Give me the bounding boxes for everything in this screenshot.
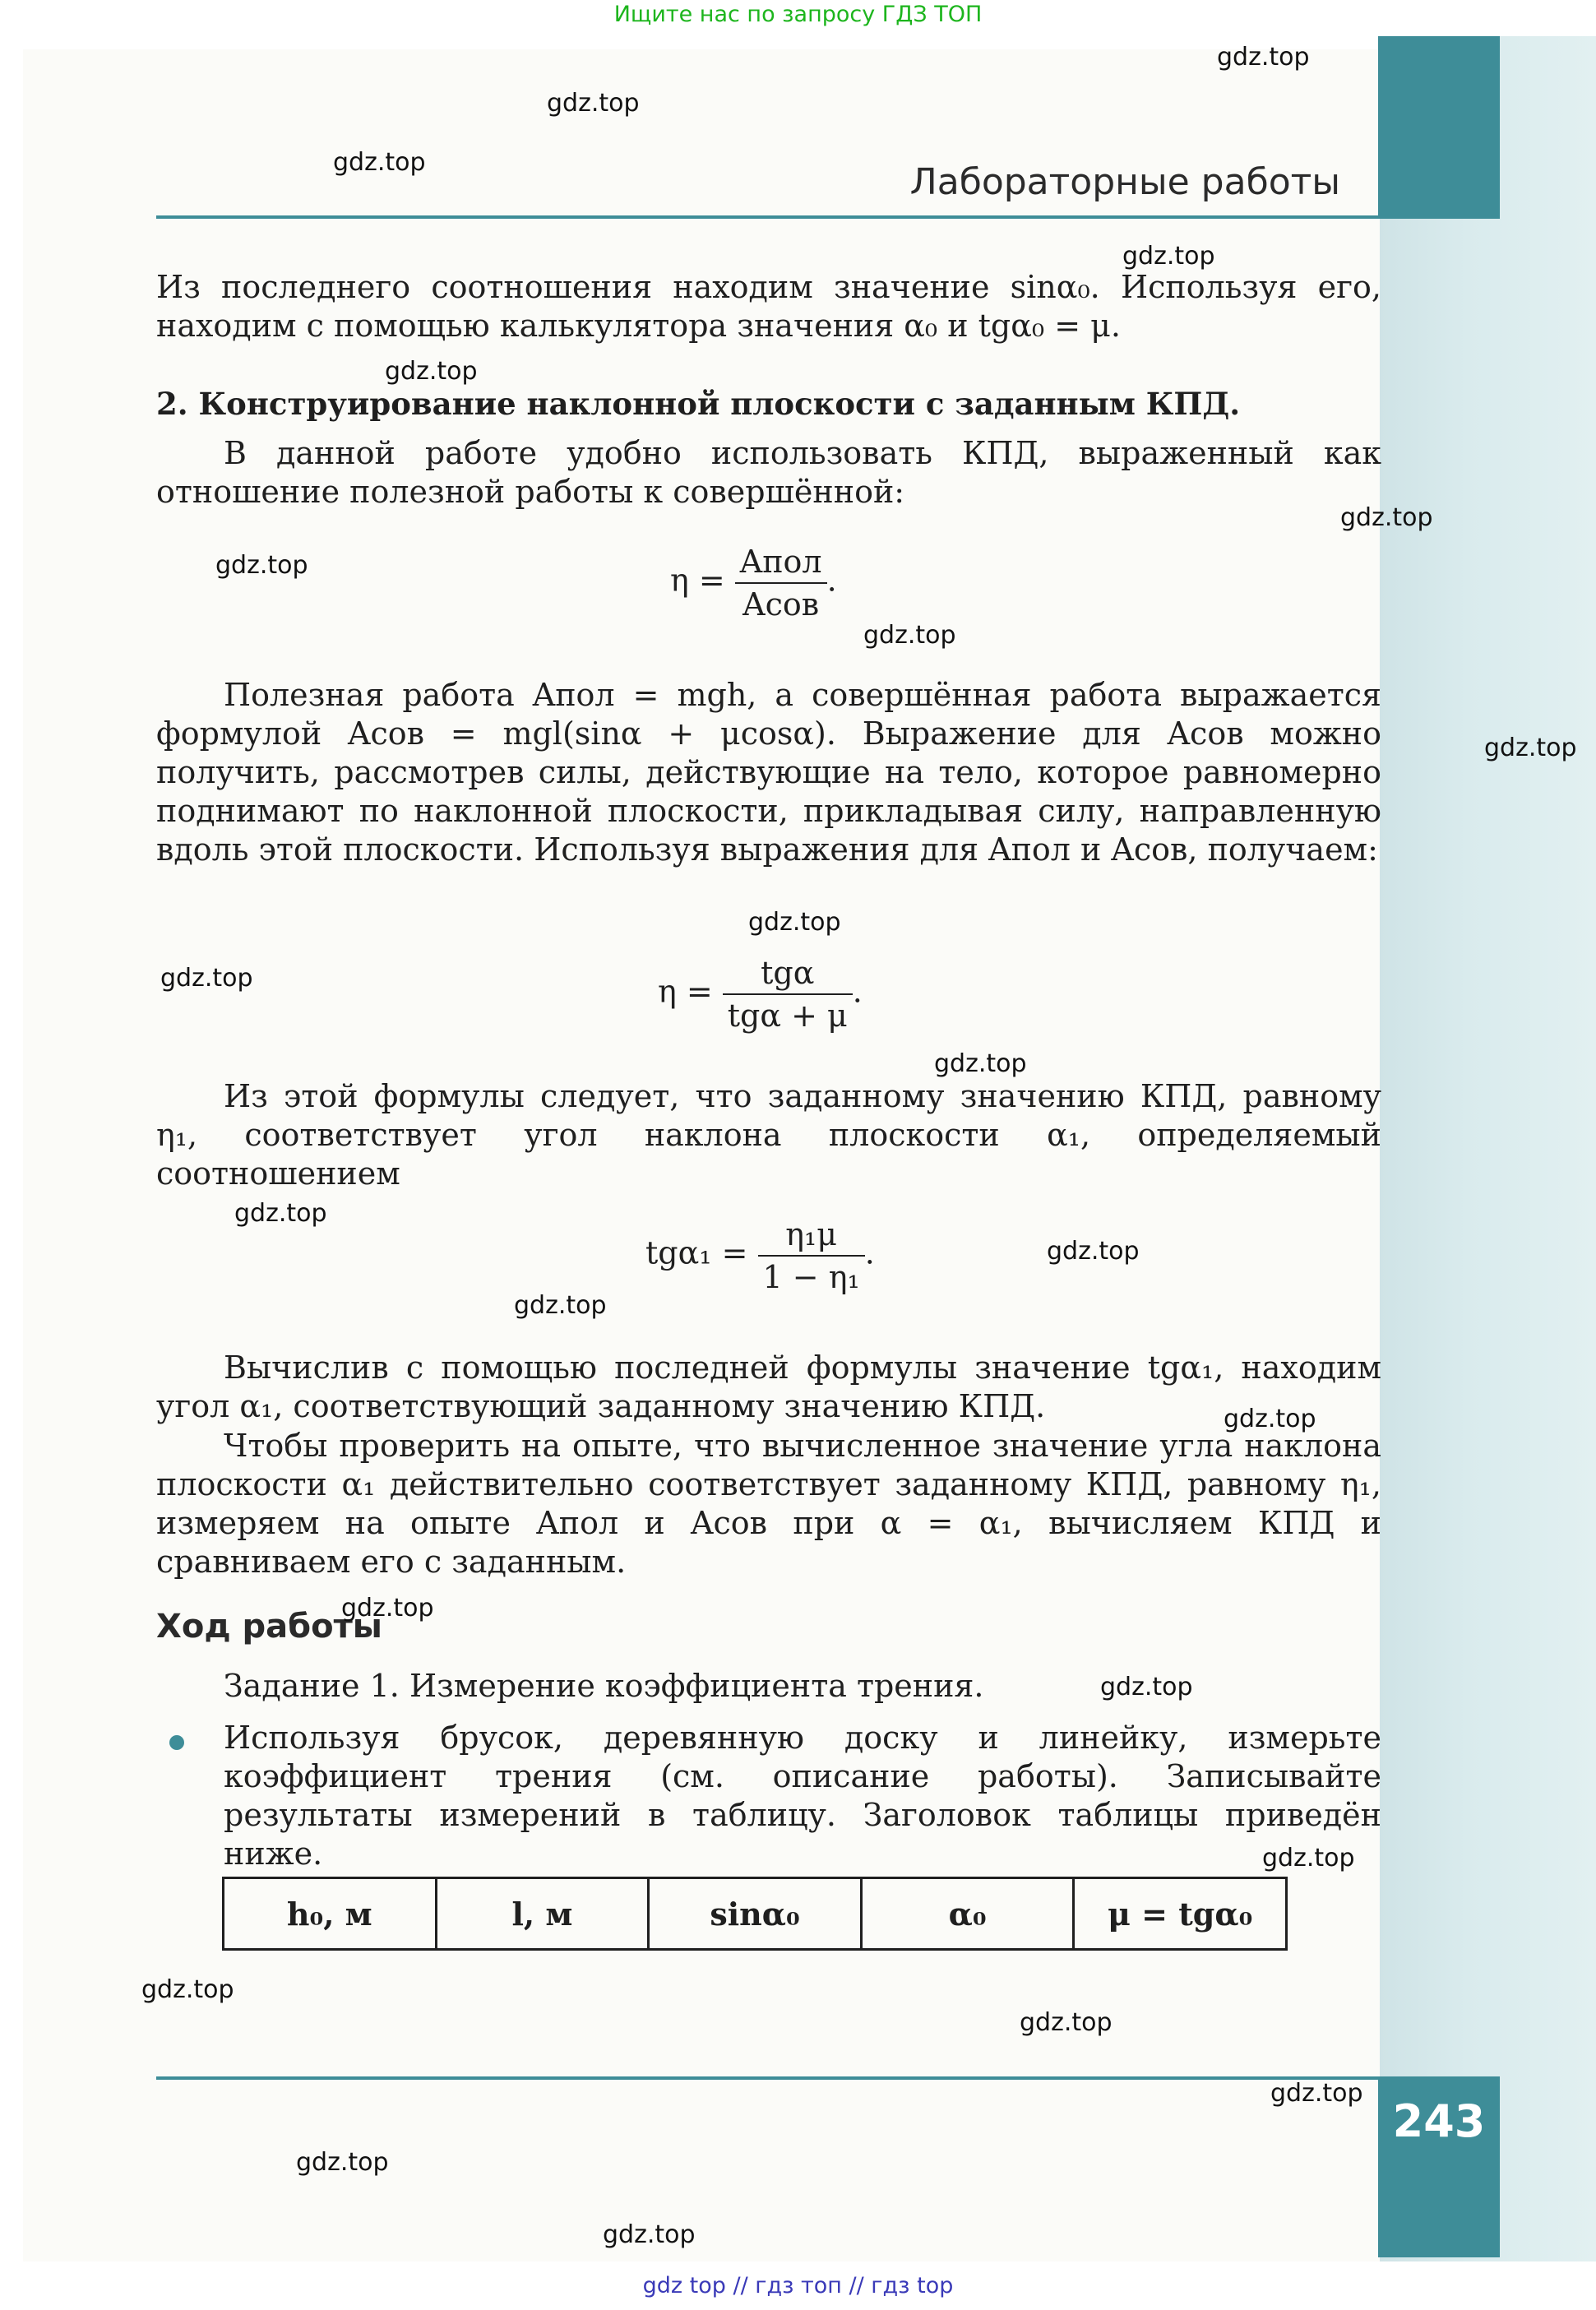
formula-lhs: η = xyxy=(658,973,713,1010)
watermark: gdz.top xyxy=(234,1199,327,1228)
formula-end: . xyxy=(852,973,863,1010)
header-tab xyxy=(1378,36,1500,219)
table-header-cell: sinα₀ xyxy=(649,1878,862,1950)
formula-denominator: tgα + μ xyxy=(727,998,848,1034)
formula-denominator: 1 − η₁ xyxy=(762,1259,860,1295)
bottom-banner[interactable]: gdz top // гдз топ // гдз top xyxy=(642,2273,954,2298)
table-header-cell: α₀ xyxy=(861,1878,1074,1950)
top-banner[interactable]: Ищите нас по запросу ГДЗ ТОП xyxy=(613,2,983,27)
task-heading: Задание 1. Измерение коэффициента трения. xyxy=(224,1668,984,1704)
formula-numerator: Aпол xyxy=(735,543,827,584)
watermark: gdz.top xyxy=(1224,1405,1316,1433)
section-heading-2: 2. Конструирование наклонной плоскости с заданным КПД. xyxy=(156,386,1241,422)
table-header-cell: μ = tgα₀ xyxy=(1074,1878,1287,1950)
formula-fraction xyxy=(758,1215,865,1296)
formula-end: . xyxy=(864,1234,875,1271)
formula-efficiency xyxy=(670,543,837,623)
watermark: gdz.top xyxy=(1484,734,1577,762)
watermark: gdz.top xyxy=(141,1975,234,2004)
watermark: gdz.top xyxy=(603,2220,696,2249)
watermark: gdz.top xyxy=(341,1594,434,1623)
paragraph-5: Из этой формулы следует, что заданному значению КПД, равному η₁, соответствует угол наклона плоскости α₁, определяемый соотношением xyxy=(156,1078,1381,1192)
formula-lhs: tgα₁ = xyxy=(645,1234,748,1271)
side-strip xyxy=(1380,36,1596,2261)
footer-rule xyxy=(156,2076,1381,2080)
paragraph-1: Из последнего соотношения находим значение sinα₀. Используя его, находим с помощью калькулятора значения α₀ и tgα₀ = μ. xyxy=(156,269,1381,344)
table-header-cell: h₀, м xyxy=(224,1878,437,1950)
formula-lhs: η = xyxy=(670,562,725,599)
formula-angle xyxy=(645,1215,875,1296)
task-instruction: Используя брусок, деревянную доску и линейку, измерьте коэффициент трения (см. описание работы). Записывайте результаты измерений в таблицу. Заголовок таблицы приведён ниже. xyxy=(224,1720,1381,1872)
paragraph-7: Чтобы проверить на опыте, что вычисленное значение угла наклона плоскости α₁ действительно соответствует заданному КПД, равному η₁, измеряем на опыте Aпол и Aсов при α = α₁, вычисляем КПД и сравниваем его с заданным. xyxy=(156,1428,1381,1580)
watermark: gdz.top xyxy=(1217,43,1310,72)
table-header-cell: l, м xyxy=(436,1878,649,1950)
bullet-icon xyxy=(169,1735,184,1750)
watermark: gdz.top xyxy=(385,357,478,386)
watermark: gdz.top xyxy=(1340,503,1433,532)
section-title: Лабораторные работы xyxy=(909,161,1340,203)
paragraph-3: В данной работе удобно использовать КПД, выраженный как отношение полезной работы к совершённой: xyxy=(156,435,1381,510)
page-number: 243 xyxy=(1392,2095,1486,2147)
watermark: gdz.top xyxy=(333,148,426,177)
work-heading: Ход работы xyxy=(156,1608,382,1646)
formula-end: . xyxy=(826,562,837,599)
watermark: gdz.top xyxy=(1122,242,1215,271)
watermark: gdz.top xyxy=(1020,2008,1113,2037)
watermark: gdz.top xyxy=(1270,2079,1363,2108)
measurement-table xyxy=(222,1877,1288,1951)
paragraph-6: Вычислив с помощью последней формулы значение tgα₁, находим угол α₁, соответствующий заданному значению КПД. xyxy=(156,1349,1381,1424)
header-rule xyxy=(156,215,1381,219)
watermark: gdz.top xyxy=(160,964,253,993)
formula-numerator: tgα xyxy=(723,954,853,995)
paragraph-4: Полезная работа Aпол = mgh, а совершённая работа выражается формулой Aсов = mgl(sinα + μcosα). Выражение для Aсов можно получить, рассмотрев силы, действующие на тело, которое равномерно поднимают по наклонной плоскости, прикладывая силу, направленную вдоль этой плоскости. Используя выражения для Aпол и Aсов, получаем: xyxy=(156,677,1381,868)
table-header-row xyxy=(224,1878,1287,1950)
watermark: gdz.top xyxy=(1262,1844,1355,1873)
formula-numerator: η₁μ xyxy=(758,1215,865,1257)
watermark: gdz.top xyxy=(934,1049,1027,1078)
formula-denominator: Aсов xyxy=(742,586,820,623)
watermark: gdz.top xyxy=(296,2148,389,2177)
watermark: gdz.top xyxy=(1047,1237,1140,1266)
watermark: gdz.top xyxy=(547,89,640,118)
watermark: gdz.top xyxy=(1100,1673,1193,1701)
formula-efficiency-tg xyxy=(658,954,863,1035)
watermark: gdz.top xyxy=(748,908,841,937)
formula-fraction xyxy=(723,954,853,1035)
formula-fraction xyxy=(735,543,827,623)
watermark: gdz.top xyxy=(514,1291,607,1320)
watermark: gdz.top xyxy=(215,551,308,580)
watermark: gdz.top xyxy=(863,621,956,650)
